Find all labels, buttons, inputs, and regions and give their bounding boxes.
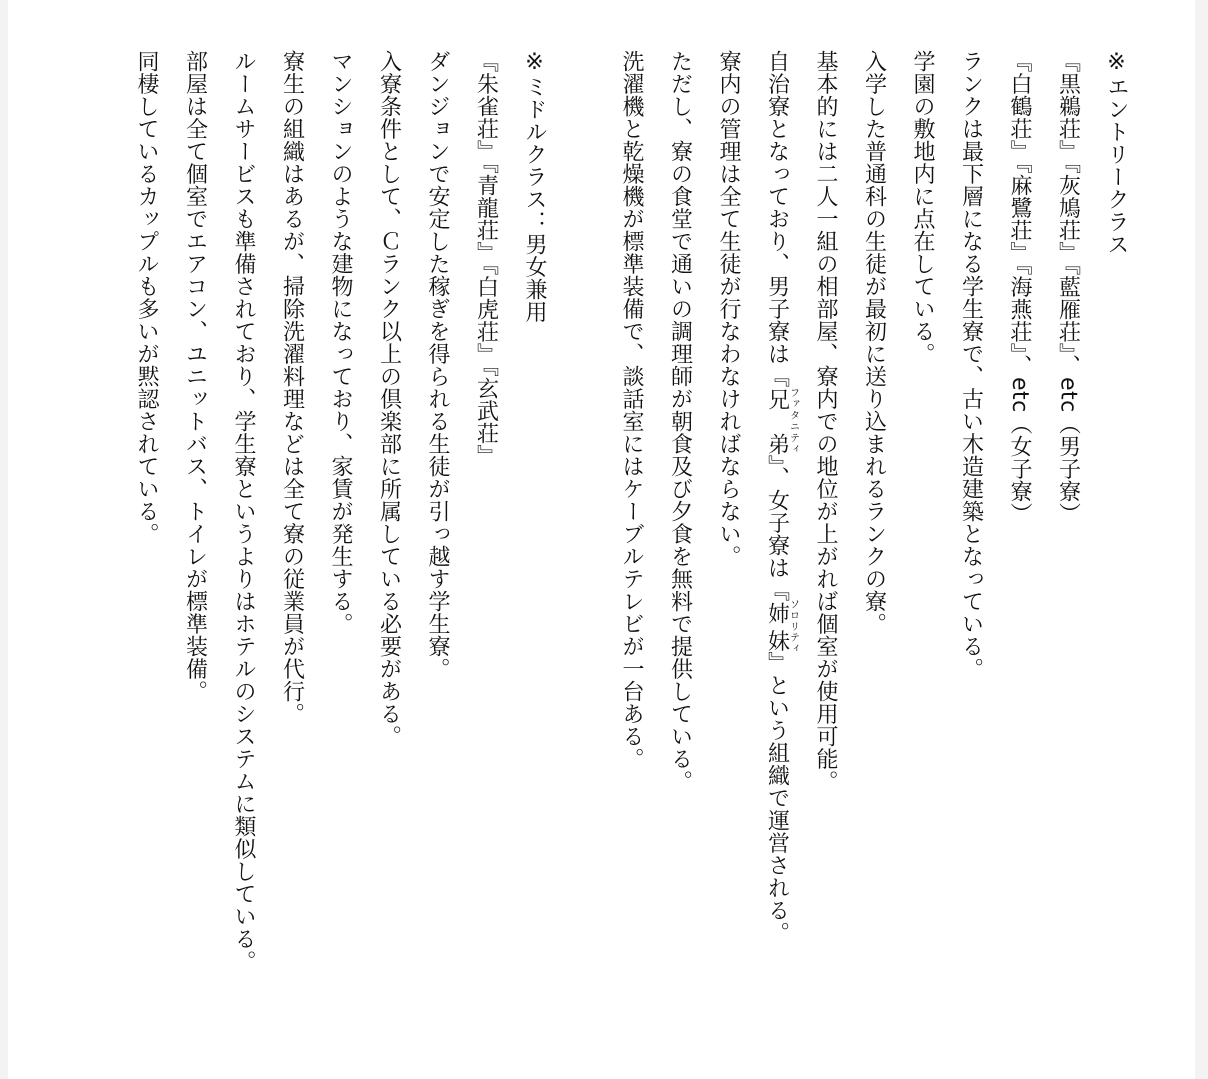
text-line: ダンジョンで安定した稼ぎを得られる生徒が引っ越す学生寮。 [425, 50, 450, 680]
text-line: 洗濯機と乾燥機が標準装備で、談話室にはケーブルテレビが一台ある。 [619, 50, 644, 770]
vertical-text-body [122, 50, 1141, 1050]
ruby-base-brothers: 兄 弟 [764, 387, 790, 455]
text-line: 部屋は全て個室でエアコン、ユニットバス、トイレが標準装備。 [182, 50, 208, 703]
ruby-reading-fraternity: ファタニティ [787, 387, 799, 455]
ruby-line-after: 』という組織で運営される。 [764, 651, 790, 944]
text-line: ランクは最下層になる学生寮で、古い木造建築となっている。 [958, 50, 984, 680]
text-line-with-ruby [752, 50, 801, 1050]
section-heading-middle-class: ※ミドルクラス：男女兼用 [522, 50, 547, 323]
ruby-sisters [764, 599, 799, 654]
ruby-line-before: 自治寮となっており、男子寮は『 [764, 50, 790, 388]
text-line: 入学した普通科の生徒が最初に送り込まれるランクの寮。 [861, 50, 887, 635]
ruby-brothers [764, 387, 799, 456]
section-heading-entry-class: ※エントリークラス [1104, 50, 1129, 256]
ruby-line-middle: 』、女子寮は『 [764, 455, 790, 602]
text-line: 『白鶴荘』『麻鷺荘』『海燕荘』、etc（女子寮） [1007, 50, 1032, 526]
ruby-base-sisters: 姉妹 [764, 599, 790, 654]
text-line: 入寮条件として、Ｃランク以上の倶楽部に所属している必要がある。 [376, 50, 402, 748]
text-line: 寮内の管理は全て生徒が行なわなければならない。 [716, 50, 741, 568]
text-line: 『黒鵜荘』『灰鳩荘』『藍雁荘』、etc（男子寮） [1055, 50, 1081, 526]
text-line: 『朱雀荘』『青龍荘』『白虎荘』『玄武荘』 [473, 50, 499, 467]
text-line: ただし、寮の食堂で通いの調理師が朝食及び夕食を無料で提供している。 [667, 50, 693, 793]
text-line: マンションのような建物になっており、家賃が発生する。 [328, 50, 353, 635]
text-line-wrapped: ルームサービスも準備されており、学生寮というよりはホテルのシステムに類似している。 [231, 50, 256, 973]
text-line: 学園の敷地内に点在している。 [910, 50, 935, 365]
text-line: 同棲しているカップルも多いが黙認されている。 [134, 50, 159, 545]
blank-line [558, 50, 607, 51]
text-line: 寮生の組織はあるが、掃除洗濯料理などは全て寮の従業員が代行。 [279, 50, 305, 725]
document-page [8, 0, 1195, 1079]
ruby-reading-sorority: ソロリティ [787, 599, 799, 654]
text-line: 基本的には二人一組の相部屋、寮内での地位が上がれば個室が使用可能。 [813, 50, 838, 793]
